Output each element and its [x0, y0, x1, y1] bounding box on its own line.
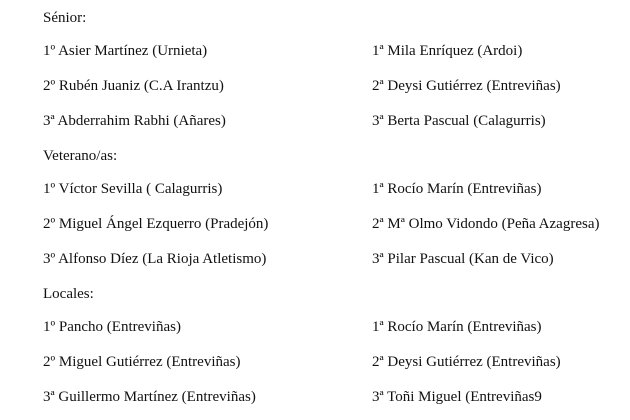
- female-result: 2ª Deysi Gutiérrez (Entreviñas): [372, 78, 561, 94]
- result-row-veteranos-3: [0, 251, 630, 271]
- female-result: 1ª Mila Enríquez (Ardoi): [372, 43, 523, 59]
- female-result: 2ª Deysi Gutiérrez (Entreviñas): [372, 354, 561, 370]
- male-result: 2º Rubén Juaniz (C.A Irantzu): [43, 78, 224, 94]
- female-result: 3ª Toñi Miguel (Entreviñas9: [372, 389, 542, 405]
- result-row-locales-1: [0, 319, 630, 339]
- section-heading-locales: Locales:: [43, 286, 94, 302]
- section-heading-veteranos: Veterano/as:: [43, 148, 118, 164]
- female-result: 2ª Mª Olmo Vidondo (Peña Azagresa): [372, 216, 600, 232]
- female-result: 3ª Berta Pascual (Calagurris): [372, 113, 546, 129]
- female-result: 1ª Rocío Marín (Entreviñas): [372, 319, 542, 335]
- male-result: 1º Víctor Sevilla ( Calagurris): [43, 181, 223, 197]
- male-result: 3ª Guillermo Martínez (Entreviñas): [43, 389, 256, 405]
- result-row-veteranos-2: [0, 216, 630, 236]
- result-row-veteranos-1: [0, 181, 630, 201]
- result-row-senior-3: [0, 113, 630, 133]
- male-result: 3º Alfonso Díez (La Rioja Atletismo): [43, 251, 267, 267]
- female-result: 1ª Rocío Marín (Entreviñas): [372, 181, 542, 197]
- result-row-senior-2: [0, 78, 630, 98]
- result-row-locales-2: [0, 354, 630, 374]
- male-result: 2º Miguel Ángel Ezquerro (Pradejón): [43, 216, 269, 232]
- male-result: 3ª Abderrahim Rabhi (Añares): [43, 113, 226, 129]
- result-row-senior-1: [0, 43, 630, 63]
- male-result: 2º Miguel Gutiérrez (Entreviñas): [43, 354, 241, 370]
- result-row-locales-3: [0, 389, 630, 409]
- male-result: 1º Pancho (Entreviñas): [43, 319, 181, 335]
- section-heading-senior: Sénior:: [43, 10, 87, 26]
- female-result: 3ª Pilar Pascual (Kan de Vico): [372, 251, 554, 267]
- male-result: 1º Asier Martínez (Urnieta): [43, 43, 208, 59]
